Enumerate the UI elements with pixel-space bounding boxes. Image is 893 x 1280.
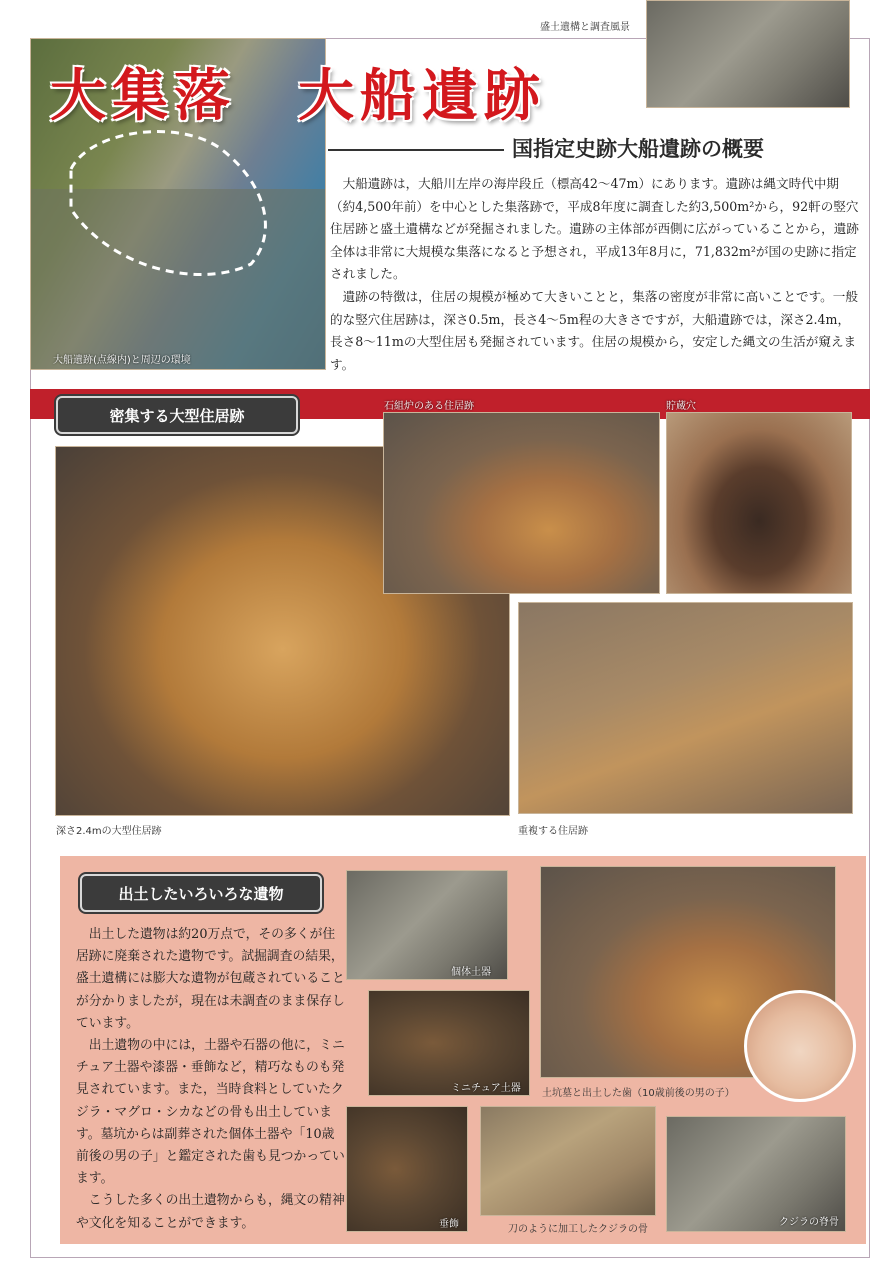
pendant-photo [346,1106,468,1232]
pendant-caption: 垂飾 [439,1219,459,1230]
aerial-caption: 大船遺跡(点線内)と周辺の環境 [53,355,191,366]
miniature-pottery-photo [368,990,530,1096]
artifacts-paragraph: こうした多くの出土遺物からも，縄文の精神や文化を知ることができます。 [76,1193,345,1231]
storage-pit-caption: 貯蔵穴 [666,401,696,412]
hearth-caption: 石組炉のある住居跡 [384,401,474,412]
overlapping-dwellings-photo [518,602,853,814]
whale-vertebra-photo [666,1116,846,1232]
hearth-dwelling-photo [383,412,660,594]
page-title: 大集落 大船遺跡 [50,63,546,129]
miniature-caption: ミニチュア土器 [451,1083,521,1094]
pottery-photo [346,870,508,980]
overview-text [330,173,860,376]
overlapping-caption: 重複する住居跡 [518,826,588,837]
overview-paragraph: 遺跡の特徴は，住居の規模が極めて大きいことと，集落の密度が非常に高いことです。一般的な竪穴住居跡は，深さ0.5m，長さ4～5m程の大きさですが，大船遺跡では，深さ2.4m，長さ8～11mの大型住居も発掘されています。住居の規模から，安定した縄文の生活が窺えます。 [330,288,858,372]
artifacts-label: 出土したいろいろな遺物 [80,874,322,912]
top-right-caption: 盛土遺構と調査風景 [540,22,630,33]
pottery-caption: 個体土器 [451,967,491,978]
overview-heading: 国指定史跡大船遺跡の概要 [512,137,764,161]
artifacts-text [76,924,346,1235]
heading-rule [328,149,504,151]
whale-bone-blade-caption: 刀のように加工したクジラの骨 [508,1224,648,1235]
large-dwelling-caption: 深さ2.4mの大型住居跡 [56,826,162,837]
artifacts-paragraph: 出土した遺物は約20万点で，その多くが住居跡に廃棄された遺物です。試掘調査の結果，盛土遺構には膨大な遺物が包蔵されていることが分かりましたが，現在は未調査のまま保存しています。 [76,927,345,1031]
overview-paragraph: 大船遺跡は，大船川左岸の海岸段丘（標高42～47m）にあります。遺跡は縄文時代中期（約4,500年前）を中心とした集落跡で，平成8年度に調査した約3,500m²から，92軒の竪穴住居跡と盛土遺構などが発掘されました。遺跡の主体部が西側に広がっていることから，遺跡全体は非常に大規模な集落になると予想され，平成13年8月に，71,832m²が国の史跡に指定されました。 [330,176,859,282]
tooth-photo [744,990,856,1102]
grave-caption: 土坑墓と出土した歯（10歳前後の男の子） [542,1088,735,1099]
whale-bone-blade-photo [480,1106,656,1216]
mound-survey-photo [646,0,850,108]
whale-vertebra-caption: クジラの脊骨 [779,1217,839,1228]
artifacts-paragraph: 出土遺物の中には，土器や石器の他に，ミニチュア土器や漆器・垂飾など，精巧なものも発見されています。また，当時食料としていたクジラ・マグロ・シカなどの骨も出土しています。墓坑からは副葬された個体土器や「10歳前後の男の子」と鑑定された歯も見つかっています。 [76,1038,345,1187]
dwellings-label: 密集する大型住居跡 [56,396,298,434]
storage-pit-photo [666,412,852,594]
